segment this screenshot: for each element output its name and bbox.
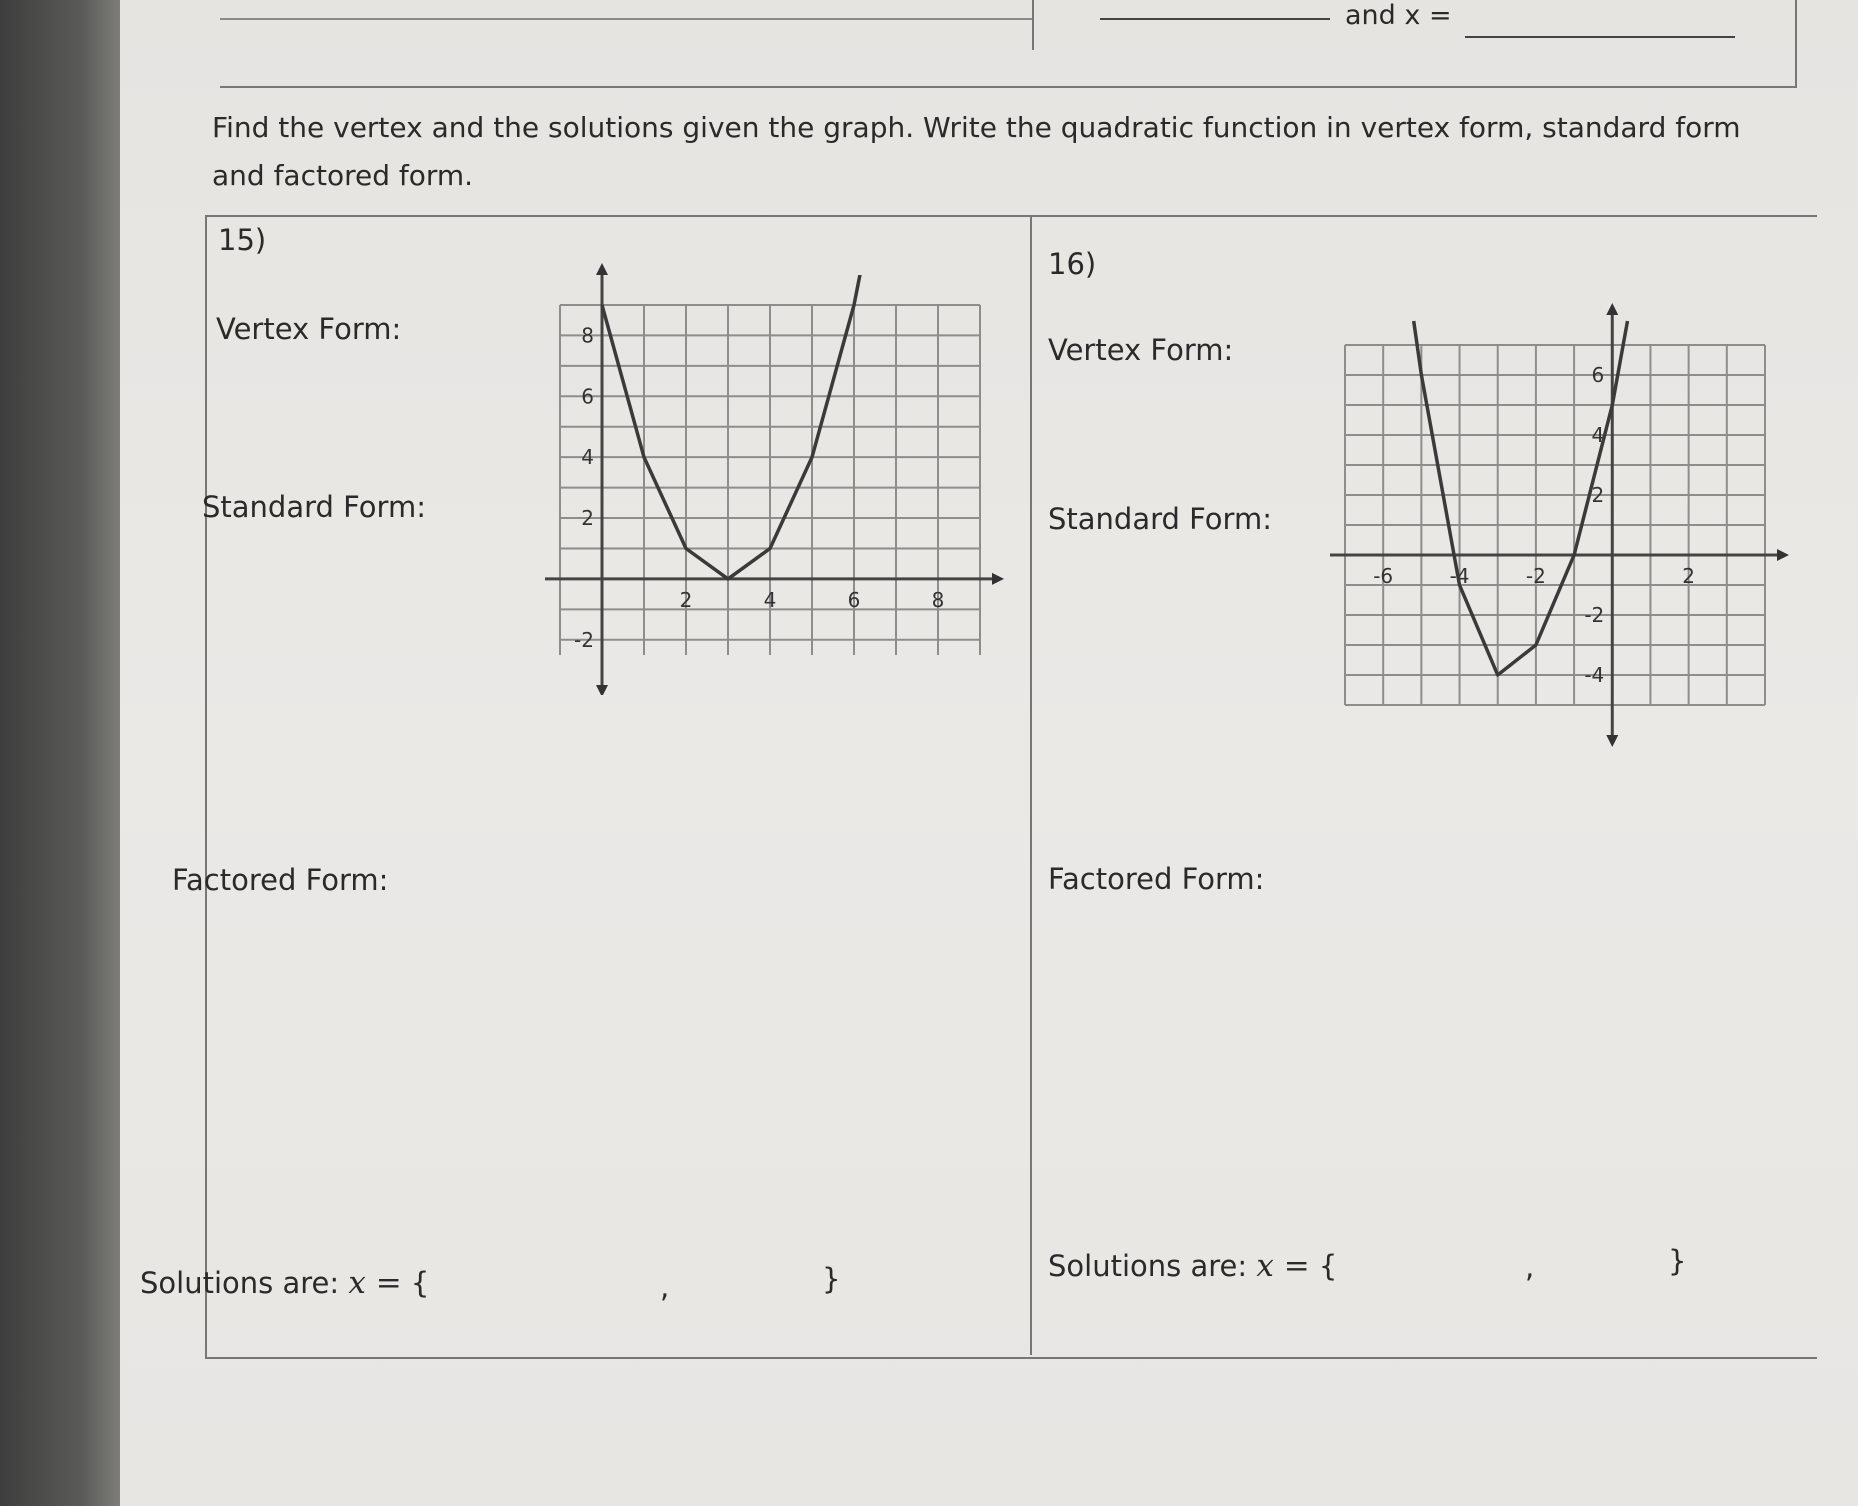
brace-close: } bbox=[822, 1262, 841, 1296]
axis-arrow-down bbox=[1606, 735, 1618, 747]
instructions: Find the vertex and the solutions given the graph. Write the quadratic function in vertex form, standard form and factored form. bbox=[212, 111, 1741, 192]
y-tick-label: -2 bbox=[574, 627, 594, 652]
y-tick-label: 4 bbox=[1591, 423, 1605, 447]
factored-form-label: Factored Form: bbox=[172, 863, 389, 897]
brace-open: { bbox=[1318, 1249, 1338, 1283]
standard-form-label: Standard Form: bbox=[202, 490, 426, 524]
y-tick-label: 6 bbox=[581, 384, 594, 409]
y-tick-label: -2 bbox=[1584, 603, 1605, 627]
previous-problem-box bbox=[220, 0, 1797, 88]
x-tick-label: -4 bbox=[1449, 564, 1470, 588]
problem-number: 16) bbox=[1048, 247, 1097, 281]
axis-arrow-down bbox=[596, 685, 608, 695]
solutions-label bbox=[140, 1265, 429, 1301]
axis-arrow-right bbox=[992, 573, 1004, 585]
axis-arrow-right bbox=[1777, 549, 1789, 561]
x-tick-label: 2 bbox=[679, 587, 693, 612]
vertex-form-label: Vertex Form: bbox=[216, 312, 402, 346]
standard-form-label: Standard Form: bbox=[1048, 502, 1272, 536]
answer-blank[interactable] bbox=[1465, 36, 1735, 38]
graph-problem-16 bbox=[1325, 285, 1815, 764]
solutions-prefix: Solutions are: bbox=[140, 1266, 340, 1300]
solutions-separator: , bbox=[1525, 1250, 1535, 1284]
y-tick-label: 6 bbox=[1591, 363, 1605, 387]
y-tick-label: -4 bbox=[1584, 663, 1605, 687]
x-tick-label: 8 bbox=[931, 587, 945, 612]
desk-background bbox=[0, 0, 135, 1506]
problem-number: 15) bbox=[218, 223, 267, 257]
y-tick-label: 4 bbox=[581, 445, 594, 470]
brace-close: } bbox=[1668, 1244, 1687, 1278]
y-tick-label: 2 bbox=[1591, 483, 1605, 507]
solutions-variable: x = bbox=[1256, 1248, 1310, 1284]
brace-open: { bbox=[410, 1266, 430, 1300]
header-fragment: and x = bbox=[1345, 0, 1452, 31]
solutions-variable: x = bbox=[348, 1265, 402, 1301]
previous-problem-rule bbox=[220, 18, 1032, 20]
solutions-prefix: Solutions are: bbox=[1048, 1249, 1248, 1283]
x-tick-label: 4 bbox=[763, 587, 777, 612]
parabola-chart bbox=[540, 245, 1020, 695]
y-tick-label: 2 bbox=[581, 506, 594, 531]
answer-blank[interactable] bbox=[1100, 18, 1330, 20]
parabola-chart bbox=[1325, 285, 1815, 760]
axis-arrow-up bbox=[1606, 303, 1618, 315]
x-tick-label: -6 bbox=[1373, 564, 1394, 588]
x-tick-label: 2 bbox=[1682, 564, 1696, 588]
x-tick-label: -2 bbox=[1525, 564, 1546, 588]
vertex-form-label: Vertex Form: bbox=[1048, 333, 1234, 367]
graph-problem-15 bbox=[540, 245, 1020, 699]
solutions-separator: , bbox=[660, 1270, 670, 1304]
y-tick-label: 8 bbox=[581, 323, 594, 348]
solutions-label bbox=[1048, 1248, 1337, 1284]
column-divider bbox=[1030, 215, 1032, 1355]
x-tick-label: 6 bbox=[847, 587, 861, 612]
axis-arrow-up bbox=[596, 263, 608, 275]
factored-form-label: Factored Form: bbox=[1048, 862, 1265, 896]
